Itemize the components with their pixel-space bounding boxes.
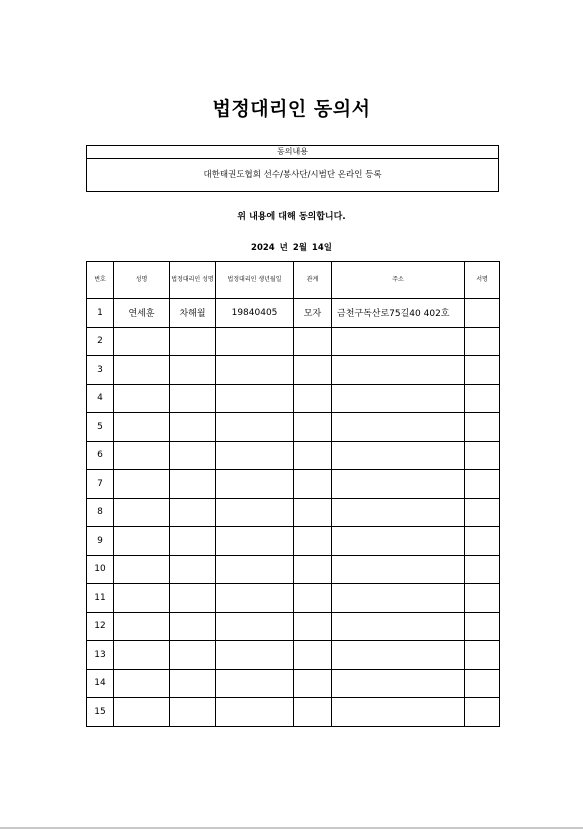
- cell-guardian-birth: [216, 669, 294, 698]
- cell-no: 2: [87, 327, 114, 356]
- cell-relation: [294, 612, 332, 641]
- cell-address: [332, 584, 465, 613]
- cell-address: [332, 470, 465, 499]
- cell-guardian-birth: [216, 441, 294, 470]
- table-row: [87, 641, 500, 670]
- cell-signature: [465, 470, 500, 499]
- consent-header: 동의내용: [87, 146, 498, 159]
- table-row: [87, 698, 500, 727]
- header-relation: 관계: [294, 262, 332, 299]
- table-row: [87, 356, 500, 385]
- cell-guardian-name: [170, 356, 216, 385]
- cell-address: 금천구독산로75길40 402호: [332, 299, 465, 328]
- table-row: [87, 327, 500, 356]
- cell-relation: [294, 356, 332, 385]
- cell-address: [332, 384, 465, 413]
- table-row: [87, 413, 500, 442]
- cell-guardian-name: [170, 413, 216, 442]
- cell-no: 4: [87, 384, 114, 413]
- cell-name: [114, 698, 170, 727]
- cell-relation: 모자: [294, 299, 332, 328]
- header-guardian-birth: 법정대리인 생년월일: [216, 262, 294, 299]
- cell-guardian-birth: [216, 413, 294, 442]
- cell-signature: [465, 413, 500, 442]
- cell-guardian-name: [170, 527, 216, 556]
- cell-relation: [294, 384, 332, 413]
- cell-guardian-name: [170, 669, 216, 698]
- cell-name: [114, 641, 170, 670]
- cell-no: 1: [87, 299, 114, 328]
- table-header-row: [87, 262, 500, 299]
- page-bottom-rule: [0, 827, 583, 829]
- header-name: 성명: [114, 262, 170, 299]
- cell-guardian-name: [170, 698, 216, 727]
- table-row: [87, 498, 500, 527]
- cell-no: 5: [87, 413, 114, 442]
- header-no: 번호: [87, 262, 114, 299]
- cell-no: 8: [87, 498, 114, 527]
- header-guardian-name: 법정대리인 성명: [170, 262, 216, 299]
- cell-signature: [465, 299, 500, 328]
- agreement-statement: 위 내용에 대해 동의합니다.: [237, 212, 346, 222]
- cell-name: [114, 498, 170, 527]
- table-row: [87, 612, 500, 641]
- cell-name: [114, 356, 170, 385]
- cell-signature: [465, 669, 500, 698]
- cell-address: [332, 698, 465, 727]
- cell-no: 9: [87, 527, 114, 556]
- cell-address: [332, 441, 465, 470]
- table-row: [87, 384, 500, 413]
- header-signature: 서명: [465, 262, 500, 299]
- cell-guardian-birth: [216, 327, 294, 356]
- cell-signature: [465, 584, 500, 613]
- cell-signature: [465, 527, 500, 556]
- cell-guardian-name: [170, 641, 216, 670]
- cell-name: [114, 470, 170, 499]
- cell-guardian-name: [170, 612, 216, 641]
- cell-guardian-name: [170, 584, 216, 613]
- cell-signature: [465, 441, 500, 470]
- cell-relation: [294, 669, 332, 698]
- cell-guardian-birth: [216, 527, 294, 556]
- cell-signature: [465, 612, 500, 641]
- cell-guardian-birth: [216, 698, 294, 727]
- cell-relation: [294, 641, 332, 670]
- cell-guardian-birth: [216, 470, 294, 499]
- cell-relation: [294, 555, 332, 584]
- cell-guardian-name: [170, 327, 216, 356]
- cell-address: [332, 555, 465, 584]
- cell-name: [114, 384, 170, 413]
- cell-signature: [465, 641, 500, 670]
- cell-relation: [294, 441, 332, 470]
- cell-guardian-name: [170, 384, 216, 413]
- cell-guardian-name: [170, 441, 216, 470]
- cell-signature: [465, 698, 500, 727]
- table-row: [87, 527, 500, 556]
- cell-no: 6: [87, 441, 114, 470]
- cell-guardian-birth: [216, 555, 294, 584]
- cell-name: [114, 584, 170, 613]
- table-row: [87, 441, 500, 470]
- cell-no: 12: [87, 612, 114, 641]
- cell-guardian-birth: [216, 612, 294, 641]
- cell-relation: [294, 584, 332, 613]
- cell-name: [114, 555, 170, 584]
- cell-no: 11: [87, 584, 114, 613]
- consent-box: [86, 145, 499, 192]
- cell-no: 14: [87, 669, 114, 698]
- table-row: [87, 555, 500, 584]
- cell-signature: [465, 327, 500, 356]
- header-address: 주소: [332, 262, 465, 299]
- cell-address: [332, 669, 465, 698]
- cell-relation: [294, 327, 332, 356]
- cell-signature: [465, 498, 500, 527]
- cell-no: 3: [87, 356, 114, 385]
- cell-address: [332, 641, 465, 670]
- table-row: [87, 470, 500, 499]
- cell-guardian-birth: [216, 356, 294, 385]
- cell-name: [114, 327, 170, 356]
- cell-guardian-birth: [216, 498, 294, 527]
- table-row: [87, 299, 500, 328]
- cell-relation: [294, 698, 332, 727]
- cell-guardian-name: [170, 555, 216, 584]
- table-body: [87, 299, 500, 727]
- cell-guardian-birth: [216, 384, 294, 413]
- cell-address: [332, 498, 465, 527]
- consent-table: [86, 261, 500, 727]
- cell-address: [332, 356, 465, 385]
- table-row: [87, 669, 500, 698]
- cell-relation: [294, 470, 332, 499]
- cell-guardian-birth: 19840405: [216, 299, 294, 328]
- document-title: 법정대리인 동의서: [212, 98, 371, 120]
- cell-signature: [465, 356, 500, 385]
- cell-relation: [294, 498, 332, 527]
- cell-no: 7: [87, 470, 114, 499]
- cell-name: [114, 413, 170, 442]
- cell-relation: [294, 527, 332, 556]
- cell-guardian-birth: [216, 641, 294, 670]
- table-row: [87, 584, 500, 613]
- cell-no: 13: [87, 641, 114, 670]
- cell-guardian-name: 차해월: [170, 299, 216, 328]
- date-line: 2024 년 2월 14일: [251, 243, 332, 253]
- cell-name: [114, 527, 170, 556]
- cell-guardian-name: [170, 498, 216, 527]
- cell-name: [114, 669, 170, 698]
- cell-signature: [465, 384, 500, 413]
- cell-signature: [465, 555, 500, 584]
- cell-name: 연세훈: [114, 299, 170, 328]
- cell-relation: [294, 413, 332, 442]
- cell-name: [114, 441, 170, 470]
- cell-no: 15: [87, 698, 114, 727]
- cell-guardian-name: [170, 470, 216, 499]
- cell-address: [332, 413, 465, 442]
- cell-address: [332, 527, 465, 556]
- cell-address: [332, 612, 465, 641]
- consent-content: 대한태권도협회 선수/봉사단/시범단 온라인 등록: [203, 170, 382, 180]
- cell-no: 10: [87, 555, 114, 584]
- cell-name: [114, 612, 170, 641]
- cell-address: [332, 327, 465, 356]
- cell-guardian-birth: [216, 584, 294, 613]
